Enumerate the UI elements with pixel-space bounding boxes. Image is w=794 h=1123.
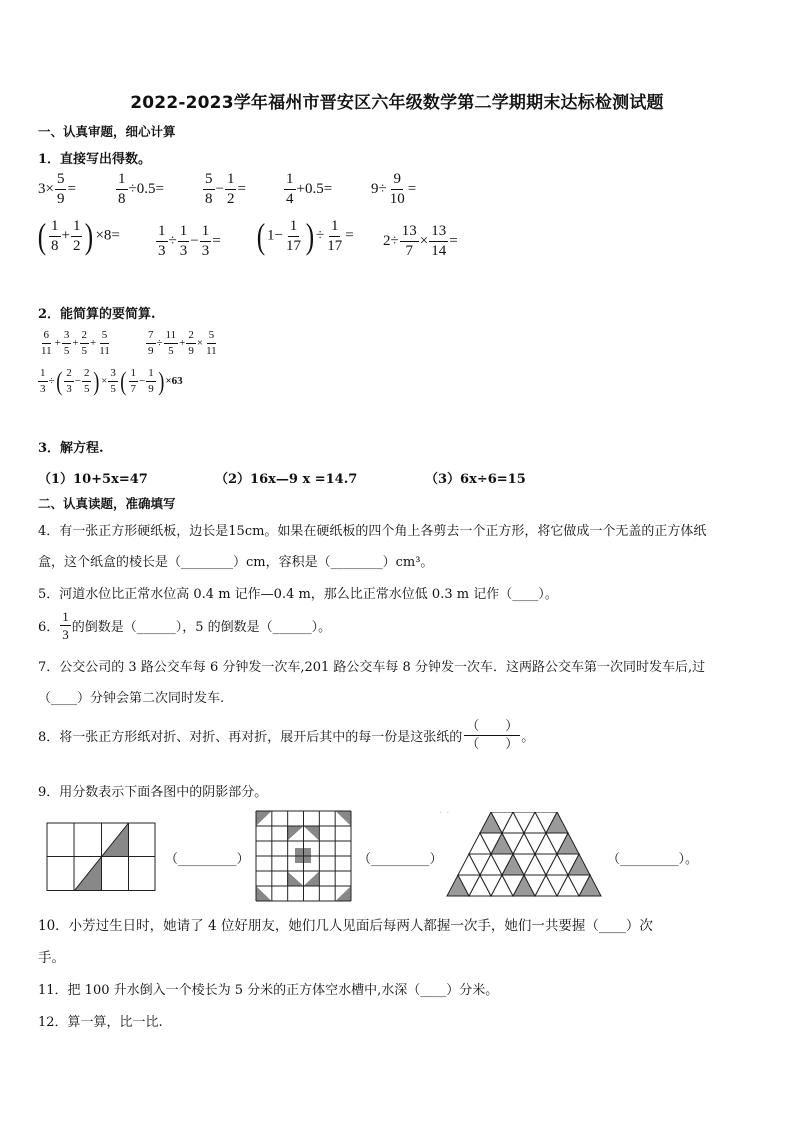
figure-3-answer-blank[interactable]: （_________）。	[607, 852, 699, 867]
question-6-number: 6．	[38, 620, 60, 635]
q1-item-8: ( 1− $\frac{1}{17}$ ) ÷ $\frac{1}{17}$ =	[256, 216, 354, 256]
question-5: 5．河道水位比正常水位高 0.4 m 记作—0.4 m，那么比正常水位低 0.3 m 记作（____）。	[38, 587, 558, 602]
question-10-line-1: 10．小芳过生日时，她请了 4 位好朋友，她们几人见面后每两人都握一次手，她们一共要握（____）次	[38, 918, 653, 934]
q2-item-3: $\frac{1}{3}$ ÷( $\frac{2}{3}$ − $\frac{2}{5}$ )× $\frac{3}{5}$ ( $\frac{1}{7}$ − $\frac{1}{9}$ )×63	[40, 366, 183, 396]
figure-2-grid	[255, 810, 352, 902]
question-8	[38, 720, 534, 751]
q1-item-7: $\frac{1}{3}$ ÷ $\frac{1}{3}$ − $\frac{1}{3}$ =	[158, 223, 221, 259]
question-8-text: 8．将一张正方形纸对折、对折、再对折，展开后其中的每一份是这张纸的	[38, 730, 463, 745]
q1-item-3: $\frac{5}{8}$ − $\frac{1}{2}$ =	[205, 171, 246, 207]
faint-mark: · ·	[439, 806, 450, 819]
q3-equation-1: （1）10+5x=47	[38, 472, 148, 487]
figure-1-answer-blank[interactable]: （_________）	[165, 852, 250, 867]
question-1-label: 1．直接写出得数。	[38, 152, 152, 167]
q1-item-6: ( $\frac{1}{8}$ + $\frac{1}{2}$ ) ×8=	[37, 216, 120, 256]
q1-item-9: 2÷ $\frac{13}{7}$ × $\frac{13}{14}$ =	[383, 223, 458, 259]
question-7-line-1: 7．公交公司的 3 路公交车每 6 分钟发一次车,201 路公交车每 8 分钟发一次车．这两路公交车第一次同时发车后,过	[38, 660, 706, 675]
question-3-label: 3．解方程.	[38, 441, 104, 456]
section-2-heading: 二、认真读题，准确填写	[38, 496, 176, 511]
question-4-line-1: 4．有一张正方形硬纸板，边长是15cm。如果在硬纸板的四个角上各剪去一个正方形，将它做成一个无盖的正方体纸	[38, 524, 707, 539]
question-7-line-2: （____）分钟会第二次同时发车.	[38, 691, 225, 706]
page-title: 2022-2023学年福州市晋安区六年级数学第二学期期末达标检测试题	[130, 93, 664, 113]
figure-1-grid	[46, 822, 156, 892]
figure-3-triangle-grid	[446, 812, 604, 898]
q1-item-5: 9÷ $\frac{9}{10}$ =	[371, 171, 417, 207]
answer-fraction-blank[interactable]: $\frac{( )}{( )}$	[466, 719, 519, 752]
question-9-label: 9．用分数表示下面各图中的阴影部分。	[38, 785, 268, 800]
question-11: 11．把 100 升水倒入一个棱长为 5 分米的正方体空水槽中,水深（____）分米。	[38, 983, 499, 998]
figure-2-answer-blank[interactable]: （_________）	[358, 852, 443, 867]
q2-item-1: $\frac{6}{11}$ + $\frac{3}{5}$ + $\frac{2}{5}$ + $\frac{5}{11}$	[41, 329, 110, 357]
question-6	[38, 610, 331, 641]
q3-equation-3: （3）6x÷6=15	[425, 472, 526, 487]
one-third-fraction: $\frac{1}{3}$	[62, 609, 69, 642]
section-1-heading: 一、认真审题，细心计算	[38, 124, 176, 139]
question-2-label: 2．能简算的要简算.	[38, 307, 156, 322]
question-8-end: 。	[521, 730, 535, 745]
q1-item-2: $\frac{1}{8}$ ÷0.5=	[118, 171, 164, 207]
question-4-line-2: 盒，这个纸盒的棱长是（________）cm，容积是（________）cm³。	[38, 555, 434, 570]
q1-item-4: $\frac{1}{4}$ +0.5=	[286, 171, 333, 207]
question-10-line-2: 手。	[38, 950, 65, 966]
question-12: 12．算一算，比一比.	[38, 1015, 163, 1030]
q2-item-2: $\frac{7}{9}$ ÷ $\frac{11}{5}$ + $\frac{2}{9}$ × $\frac{5}{11}$	[148, 329, 217, 357]
question-6-text: 的倒数是（______），5 的倒数是（______）。	[71, 620, 332, 635]
q3-equation-2: （2）16x—9 x =14.7	[215, 472, 358, 487]
q1-item-1: 3× $\frac{5}{9}$ =	[38, 171, 76, 207]
